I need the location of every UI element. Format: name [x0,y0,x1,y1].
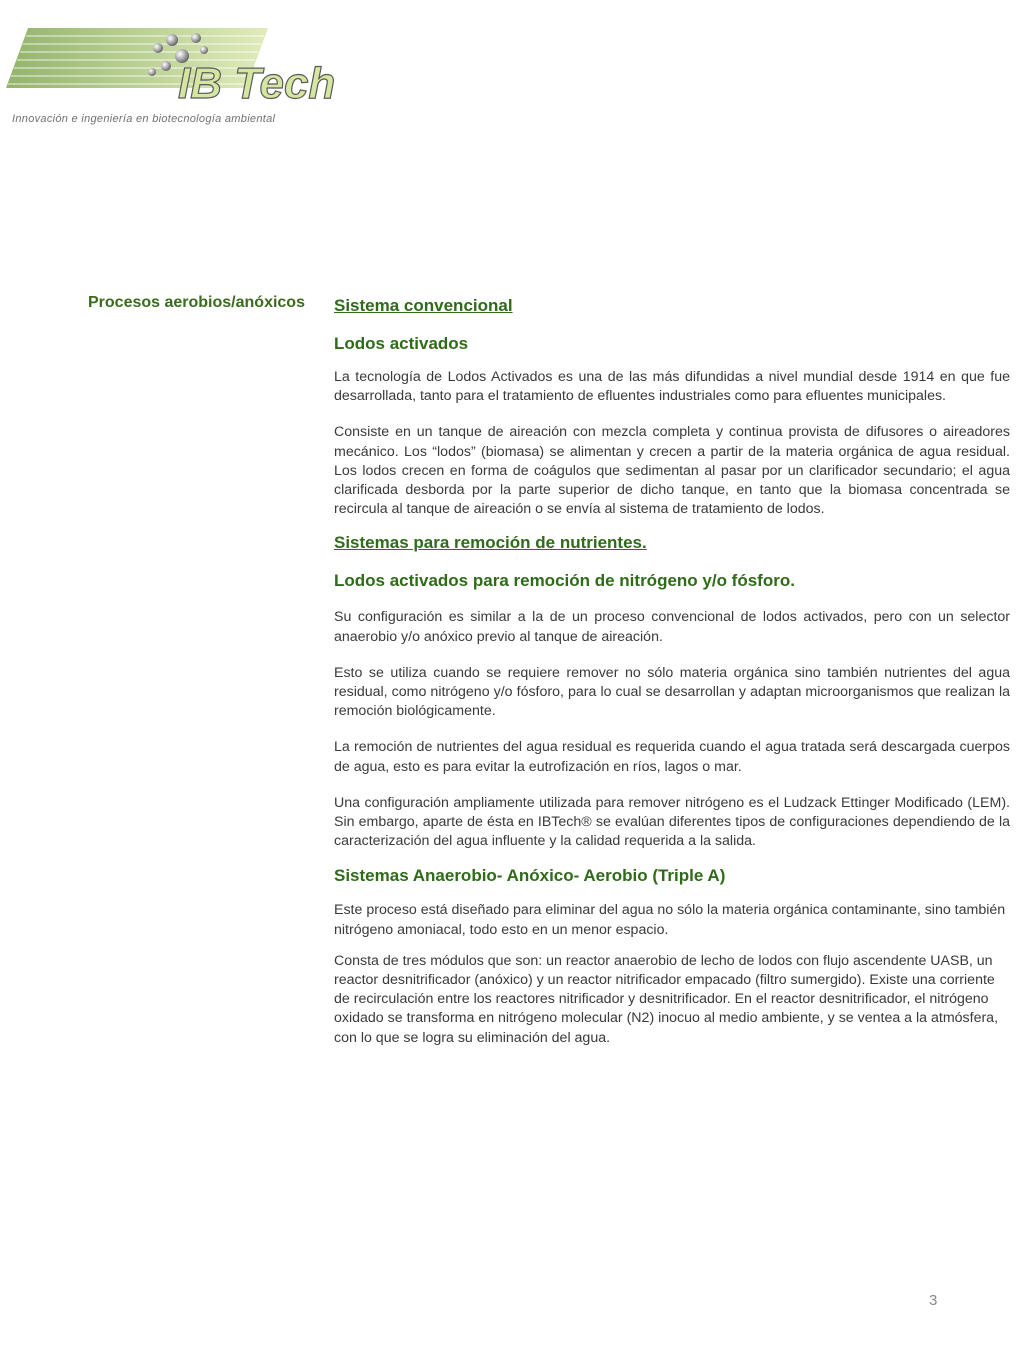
main-content [334,294,1010,1048]
paragraph: Esto se utiliza cuando se requiere remover no sólo materia orgánica sino también nutrientes del agua residual, como nitrógeno y/o fósforo, para lo cual se desarrollan y adaptan microorganismos que realizan la remoción biológicamente. [334,664,1010,720]
paragraph: Consiste en un tanque de aireación con mezcla completa y continua provista de difusores o aireadores mecánico. Los “lodos” (biomasa) se alimentan y crecen a partir de la materia orgánica de agua residual. Los lodos crecen en forma de coágulos que sedimentan al pasar por un clarificador secundario; el agua clarificada desborda por la parte superior de dicho tanque, en tanto que la biomasa concentrada se recircula al tanque de aireación o se envía al sistema de tratamiento de lodos. [334,424,1010,518]
heading-remocion-nutrientes: Sistemas para remoción de nutrientes. [334,533,647,553]
ibtech-logo [6,10,336,110]
company-tagline: Innovación e ingeniería en biotecnología ambiental [12,113,276,125]
section-sidebar-title: Procesos aerobios/anóxicos [88,294,305,311]
subheading-nitrogeno-fosforo: Lodos activados para remoción de nitrógeno y/o fósforo. [334,571,795,591]
heading-sistema-convencional: Sistema convencional [334,296,513,315]
svg-text:IB Tech: IB Tech [178,59,336,108]
paragraph: Consta de tres módulos que son: un reactor anaerobio de lecho de lodos con flujo ascendente UASB, un reactor desnitrificador (anóxico) y un reactor nitrificador empacado (filtro sumergido). Existe una corriente de recirculación entre los reactores nitrificador y desnitrificador. En el reactor desnitrificador, el nitrógeno oxidado se transforma en nitrógeno molecular (N2) inocuo al medio ambiente, y se ventea a la atmósfera, con lo que se logra su eliminación del agua. [334,952,999,1046]
subheading-triple-a: Sistemas Anaerobio- Anóxico- Aerobio (Triple A) [334,866,726,886]
subheading-lodos-activados: Lodos activados [334,334,469,353]
paragraph: Una configuración ampliamente utilizada para remover nitrógeno es el Ludzack Ettinger Modificado (LEM). Sin embargo, aparte de ésta en IBTech® se evalúan diferentes tipos de configuraciones dependiendo de la caracterización del agua influente y la calidad requerida a la salida. [334,794,1010,850]
paragraph: La tecnología de Lodos Activados es una de las más difundidas a nivel mundial desde 1914 en que fue desarrollada, tanto para el tratamiento de efluentes industriales como para efluentes municipales. [334,369,1010,405]
paragraph: La remoción de nutrientes del agua residual es requerida cuando el agua tratada será descargada cuerpos de agua, esto es para evitar la eutrofización en ríos, lagos o mar. [334,739,1010,775]
page-number: 3 [929,1292,938,1309]
paragraph: Este proceso está diseñado para eliminar del agua no sólo la materia orgánica contaminante, sino también nitrógeno amoniacal, todo esto en un menor espacio. [334,902,1006,938]
paragraph: Su configuración es similar a la de un proceso convencional de lodos activados, pero con un selector anaerobio y/o anóxico previo al tanque de aireación. [334,609,1010,645]
